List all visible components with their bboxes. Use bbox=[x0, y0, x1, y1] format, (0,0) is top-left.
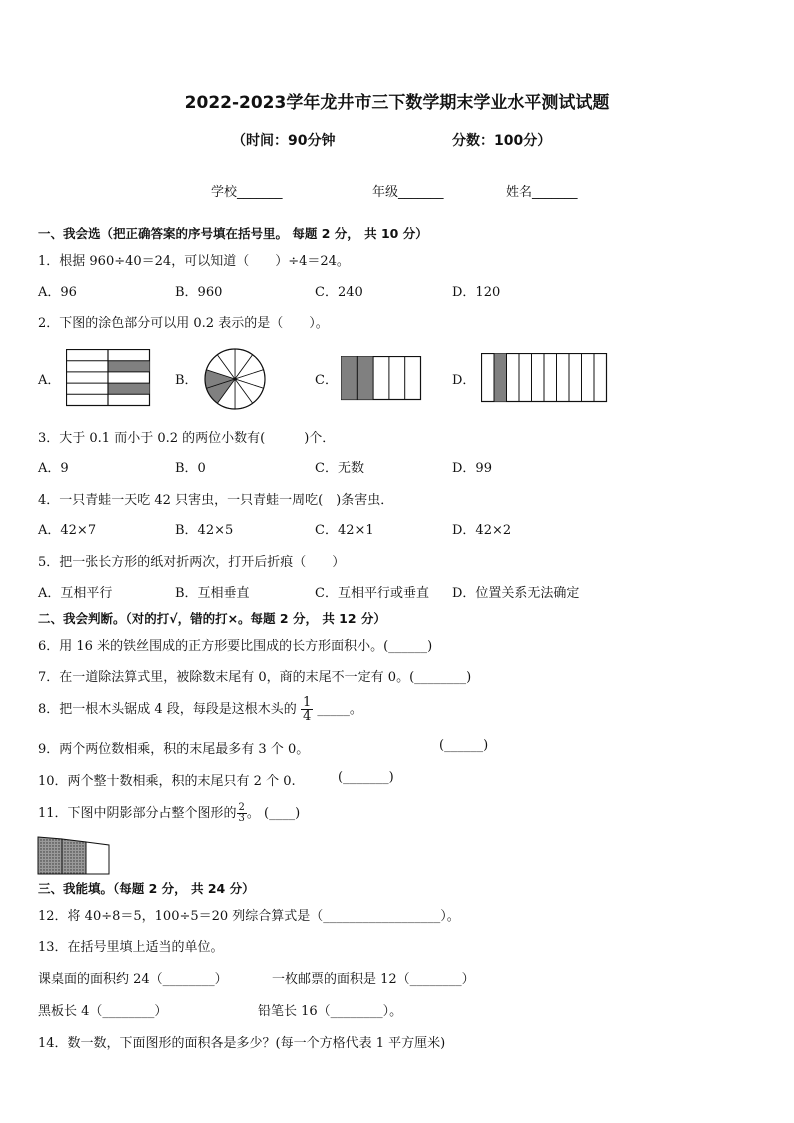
q3-option-b: B．0 bbox=[175, 461, 206, 476]
q3-option-a: A．9 bbox=[38, 461, 69, 476]
question-12: 12．将 40÷8＝5，100÷5＝20 列综合算式是（__________________）。 bbox=[38, 909, 460, 924]
q5-option-b: B．互相垂直 bbox=[175, 586, 250, 601]
section-2-heading: 二、我会判断。（对的打√，错的打×。每题 2 分， 共 12 分） bbox=[38, 611, 386, 626]
q11-denominator: 3 bbox=[238, 813, 245, 824]
figure-d-strips bbox=[481, 353, 608, 403]
figure-b-circle bbox=[203, 347, 267, 411]
section-1-heading: 一、我会选（把正确答案的序号填在括号里。 每题 2 分， 共 10 分） bbox=[38, 226, 428, 241]
q4-option-c: C．42×1 bbox=[315, 523, 374, 538]
q8-numerator: 1 bbox=[302, 695, 312, 710]
q2-option-c: C． bbox=[315, 373, 338, 388]
q1-option-d: D．120 bbox=[452, 285, 501, 300]
q1-option-b: B．960 bbox=[175, 285, 223, 300]
question-10: 10．两个整十数相乘，积的末尾只有 2 个 0. bbox=[38, 774, 296, 789]
question-11 bbox=[38, 798, 300, 830]
question-8 bbox=[38, 692, 363, 728]
q2-option-b: B． bbox=[175, 373, 198, 388]
question-7: 7．在一道除法算式里，被除数末尾有 0，商的末尾不一定有 0。(________) bbox=[38, 670, 472, 685]
question-9: 9．两个两位数相乘，积的末尾最多有 3 个 0。 bbox=[38, 742, 310, 757]
q1-option-a: A．96 bbox=[38, 285, 77, 300]
figure-d-shaded-strip bbox=[494, 354, 507, 402]
q13-item-stamp: 一枚邮票的面积是 12（________） bbox=[272, 972, 475, 987]
q11-shaded-part bbox=[62, 839, 86, 874]
question-4: 4．一只青蛙一天吃 42 只害虫，一只青蛙一周吃( )条害虫． bbox=[38, 493, 394, 508]
section-3-heading: 三、我能填。（每题 2 分， 共 24 分） bbox=[38, 881, 255, 896]
exam-score: 分数：100分） bbox=[452, 133, 552, 149]
q4-option-d: D．42×2 bbox=[452, 523, 512, 538]
question-5: 5．把一张长方形的纸对折两次，打开后折痕（ ） bbox=[38, 555, 346, 570]
question-14: 14．数一数，下面图形的面积各是多少？(每一个方格代表 1 平方厘米) bbox=[38, 1036, 446, 1051]
page-title: 2022-2023学年龙井市三下数学期末学业水平测试试题 bbox=[184, 93, 610, 113]
figure-a-shaded-cell bbox=[108, 361, 150, 372]
figure-a-shaded-cell bbox=[108, 383, 150, 394]
q4-option-b: B．42×5 bbox=[175, 523, 234, 538]
q9-answer-blank: (______) bbox=[439, 738, 489, 753]
q4-option-a: A．42×7 bbox=[38, 523, 97, 538]
q13-item-desk: 课桌面的面积约 24（________） bbox=[38, 972, 228, 987]
q2-option-a: A． bbox=[38, 373, 61, 388]
q5-option-d: D．位置关系无法确定 bbox=[452, 586, 580, 601]
q11-shaded-part bbox=[38, 837, 62, 874]
figure-a-grid bbox=[66, 349, 152, 407]
grade-field: 年级_______ bbox=[372, 185, 444, 200]
q3-option-d: D．99 bbox=[452, 461, 492, 476]
q11-blank: 。 (____) bbox=[246, 806, 301, 821]
q8-blank: _____。 bbox=[317, 702, 363, 717]
q8-denominator: 4 bbox=[302, 709, 312, 724]
q11-fraction bbox=[237, 803, 247, 824]
q11-unshaded-part bbox=[86, 842, 109, 874]
q11-text: 11．下图中阴影部分占整个图形的 bbox=[38, 806, 237, 821]
question-3: 3．大于 0.1 而小于 0.2 的两位小数有( )个． bbox=[38, 431, 336, 446]
q8-text: 8．把一根木头锯成 4 段，每段是这根木头的 bbox=[38, 702, 297, 717]
q5-option-a: A．互相平行 bbox=[38, 586, 113, 601]
q13-item-pencil: 铅笔长 16（________）。 bbox=[258, 1004, 403, 1019]
exam-time: （时间：90分钟 bbox=[232, 133, 336, 149]
question-2: 2．下图的涂色部分可以用 0.2 表示的是（ ）。 bbox=[38, 316, 329, 331]
q3-option-c: C．无数 bbox=[315, 461, 364, 476]
question-1: 1．根据 960÷40＝24，可以知道（ ）÷4＝24。 bbox=[38, 254, 350, 269]
q1-option-c: C．240 bbox=[315, 285, 363, 300]
school-field: 学校_______ bbox=[211, 185, 283, 200]
q13-item-blackboard: 黑板长 4（________） bbox=[38, 1004, 168, 1019]
q2-option-d: D． bbox=[452, 373, 476, 388]
q10-answer-blank: (_______) bbox=[338, 770, 394, 785]
q11-numerator: 2 bbox=[238, 802, 245, 813]
q11-figure bbox=[37, 836, 113, 876]
question-6: 6．用 16 米的铁丝围成的正方形要比围成的长方形面积小。(______) bbox=[38, 639, 433, 654]
q8-fraction bbox=[301, 696, 313, 723]
q5-option-c: C．互相平行或垂直 bbox=[315, 586, 429, 601]
figure-c-strips bbox=[341, 356, 422, 401]
name-field: 姓名_______ bbox=[506, 185, 578, 200]
question-13: 13．在括号里填上适当的单位。 bbox=[38, 940, 224, 955]
